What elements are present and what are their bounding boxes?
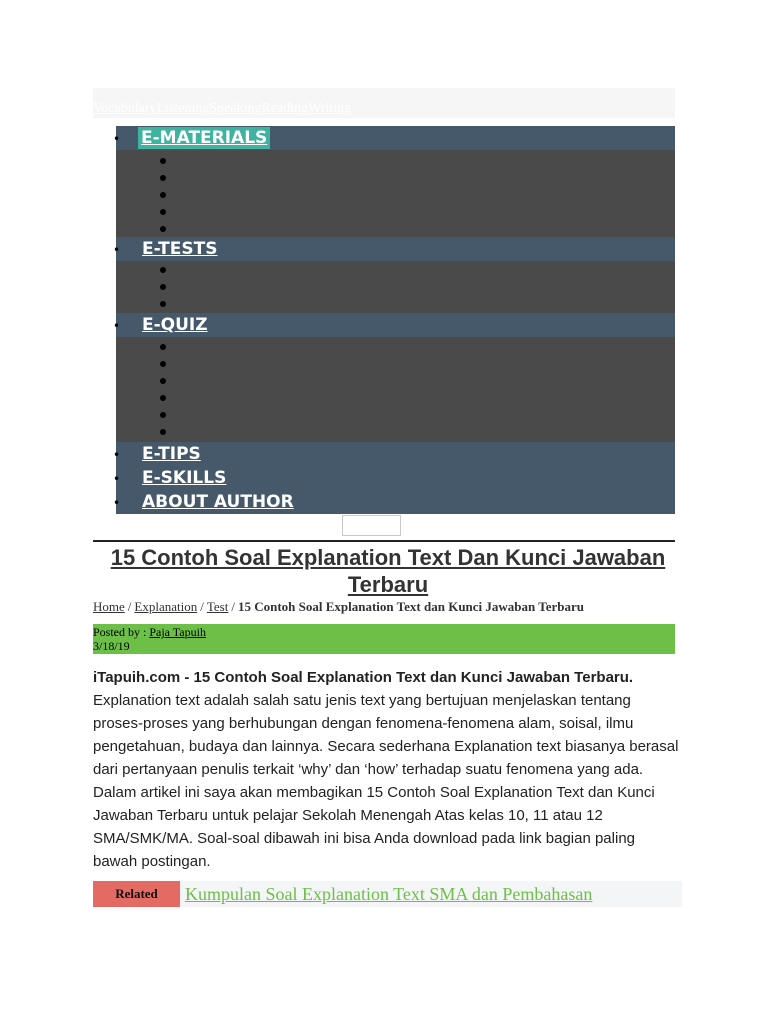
divider [93,540,675,542]
bullet-icon [160,429,166,435]
bullet-icon: • [113,496,121,510]
nav-link-speaking[interactable]: Speaking [209,101,262,116]
menu-lower-block [113,442,675,514]
author-link[interactable]: Paja Tapuih [149,625,206,639]
bullet-icon [160,158,166,164]
bullet-icon: • [113,319,121,333]
menu-item-about-author[interactable] [113,490,675,514]
breadcrumb-separator: / [127,599,132,614]
nav-link-vocabulary[interactable]: Vocabulary [93,101,157,116]
breadcrumb-separator: / [231,599,235,614]
menu-item-label[interactable]: E-TESTS [142,239,218,259]
submenu-e-tests [116,261,675,313]
bullet-icon: • [113,132,121,146]
menu-item-e-tips[interactable] [113,442,675,466]
bullet-icon [160,192,166,198]
related-box [93,881,682,907]
bullet-icon: • [113,448,121,462]
submenu-e-quiz [116,337,675,442]
posted-by [93,625,206,639]
bullet-icon [160,378,166,384]
menu-item-label[interactable]: ABOUT AUTHOR [142,492,294,512]
bullet-icon [160,344,166,350]
breadcrumb-current: 15 Contoh Soal Explanation Text dan Kunci Jawaban Terbaru [237,599,585,614]
nav-link-writing[interactable]: Writing [308,101,352,116]
breadcrumb-test[interactable]: Test [206,599,229,614]
menu-item-label[interactable]: E-TIPS [142,444,201,464]
post-date: 3/18/19 [93,639,130,653]
breadcrumb-separator: / [200,599,204,614]
article-text: Explanation text adalah salah satu jenis text yang bertujuan menjelaskan tentang proses-proses yang berhubungan dengan fenomena-fenomena alam, soisal, ilmu pengetahuan, budaya dan lainnya. Secara sederhana Explanation text biasanya berasal dari pertanyaan penulis terkait ‘why’ dan ‘how’ terhadap suatu fenomena yang ada. Dalam artikel ini saya akan membagikan 15 Contoh Soal Explanation Text dan Kunci Jawaban Terbaru untuk pelajar Sekolah Menengah Atas kelas 10, 11 atau 12 SMA/SMK/MA. Soal-soal dibawah ini bisa Anda download pada link bagian paling bawah postingan. [93,692,679,870]
submenu-e-materials [116,150,675,237]
bullet-icon: • [113,243,121,257]
nav-link-listening[interactable]: Listening [156,101,210,116]
bullet-icon [160,412,166,418]
bullet-icon [160,226,166,232]
related-tag: Related [93,881,180,907]
bullet-icon [160,175,166,181]
breadcrumb-explanation[interactable]: Explanation [134,599,198,614]
bullet-icon [160,395,166,401]
post-title[interactable]: 15 Contoh Soal Explanation Text Dan Kunci Jawaban Terbaru [110,545,666,597]
menu-item-e-materials[interactable] [113,126,675,150]
search-input[interactable] [342,515,401,536]
top-navigation-bar [93,88,675,118]
article-lead: iTapuih.com - 15 Contoh Soal Explanation Text dan Kunci Jawaban Terbaru. [93,669,634,686]
breadcrumb [93,599,693,615]
menu-item-label[interactable]: E-QUIZ [142,315,208,335]
breadcrumb-home[interactable]: Home [93,599,125,614]
menu-item-e-skills[interactable] [113,466,675,490]
bullet-icon [160,209,166,215]
post-meta-bar [93,624,675,654]
bullet-icon [160,284,166,290]
related-link[interactable]: Kumpulan Soal Explanation Text SMA dan Pembahasan [185,884,593,904]
menu-item-label[interactable]: E-MATERIALS [138,127,270,149]
article-body [93,666,683,873]
menu-item-e-tests[interactable] [113,237,675,261]
menu-item-label[interactable]: E-SKILLS [142,468,227,488]
top-nav-links [93,101,351,117]
bullet-icon [160,301,166,307]
main-menu [113,126,675,514]
bullet-icon: • [113,472,121,486]
bullet-icon [160,267,166,273]
menu-item-e-quiz[interactable] [113,313,675,337]
nav-link-reading[interactable]: Reading [261,101,309,116]
posted-by-label: Posted by : [93,625,150,639]
bullet-icon [160,361,166,367]
